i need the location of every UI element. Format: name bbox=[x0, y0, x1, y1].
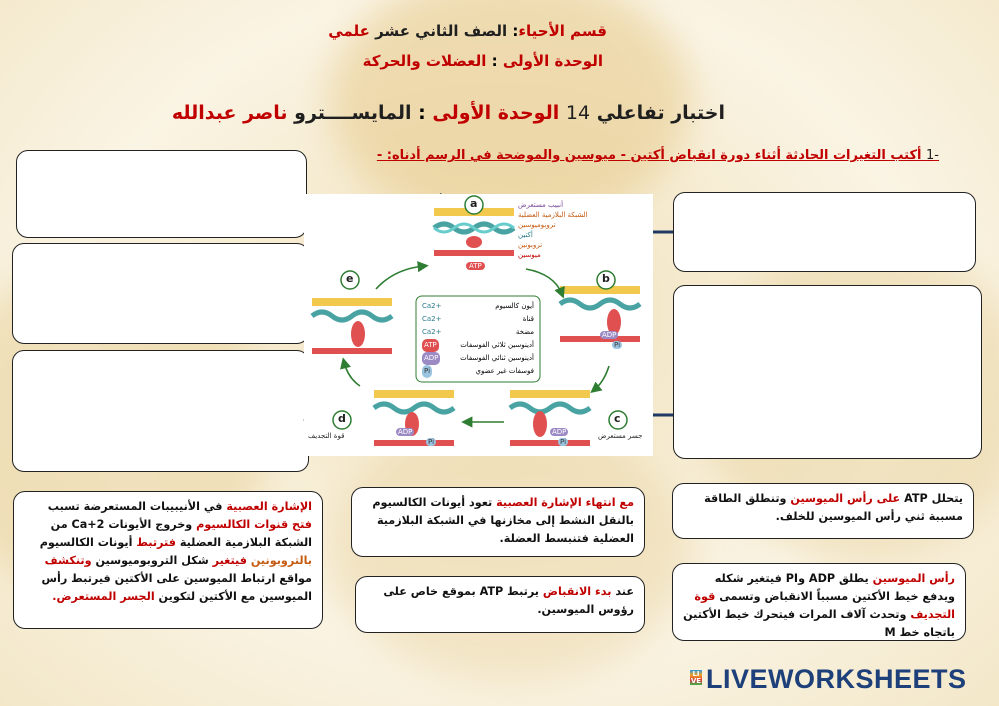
filament-d bbox=[374, 390, 454, 446]
page-title: اختبار تفاعلي 14 الوحدة الأولى : المايســــترو ناصر عبدالله bbox=[171, 102, 725, 124]
logo-text: LIVEWORKSHEETS bbox=[706, 664, 967, 694]
filament-e bbox=[312, 298, 392, 354]
label-tropomyosin: تروبوميوسين bbox=[518, 221, 556, 229]
label-troponin: تروبونين bbox=[518, 241, 543, 249]
grade-label: الصف الثاني عشر bbox=[375, 22, 508, 40]
label-actin: أكتين bbox=[518, 231, 533, 239]
answer-card-4[interactable]: يتحلل ATP على رأس الميوسين وتنطلق الطاقة مسببة ثني رأس الميوسين للخلف. bbox=[672, 483, 974, 539]
answer-card-1[interactable]: الإشارة العصبية في الأنيبيبات المستعرضة تسبب فتح قنوات الكالسيوم وخروج الأيونات Ca+2 من الشبكة البلازمية العضلية فترتبط أيونات الكالسيوم بالتروبونين فيتغير شكل التروبوميوسين وتنكشف مواقع ارتباط الميوسين على الأكتين فيرتبط رأس الميوسين مع الأكتين لتكوين الجسر المستعرض. bbox=[13, 491, 323, 629]
adp-tag-c: ADP bbox=[552, 428, 567, 436]
label-myosin: ميوسين bbox=[518, 251, 541, 259]
pi-tag-b: Pi bbox=[614, 341, 621, 349]
atp-tag-a: ATP bbox=[466, 262, 485, 270]
liveworksheets-logo bbox=[690, 664, 990, 700]
question-text: -1 أكتب التغيرات الحادثة أثناء دورة انقباض أكتين - ميوسين والموضحة في الرسم أدناه: - bbox=[376, 148, 939, 163]
label-cross-bridge: جسر مستعرض bbox=[598, 432, 643, 440]
dept-label: قسم الأحياء bbox=[518, 22, 607, 40]
header-line-1: قسم الأحياء: الصف الثاني عشر علمي bbox=[328, 22, 607, 40]
step-d-label: d bbox=[338, 412, 346, 425]
legend-row: Ca2+ مضخة bbox=[422, 328, 534, 336]
label-cross-tubule: أنبيب مستعرض bbox=[518, 201, 564, 209]
pi-tag-c: Pi bbox=[560, 438, 567, 446]
step-a-label: a bbox=[470, 197, 478, 210]
header-line-2: الوحدة الأولى : العضلات والحركة bbox=[362, 52, 603, 70]
answer-card-5[interactable]: رأس الميوسين يطلق ADP وPI فيتغير شكله ويدفع خيط الأكتين مسبباً الانقباض وتسمى قوة التجديف وتحدث آلاف المرات فيتحرك خيط الأكتين باتجاه خط M bbox=[672, 563, 966, 641]
stream-label: علمي bbox=[328, 22, 370, 40]
part-labels bbox=[518, 200, 588, 260]
adp-tag-d: ADP bbox=[398, 428, 413, 436]
unit-label: الوحدة الأولى bbox=[502, 52, 603, 70]
adp-tag-b: ADP bbox=[602, 331, 617, 339]
legend-row: Ca2+ أيون كالسيوم bbox=[422, 302, 534, 310]
logo-side-mark: LIVE bbox=[690, 670, 702, 685]
label-power-stroke: قوة التجديف bbox=[308, 432, 345, 440]
diagram-legend bbox=[422, 300, 534, 378]
step-e-label: e bbox=[346, 272, 354, 285]
answer-card-3[interactable]: عند بدء الانقباض يرتبط ATP بموقع خاص على رؤوس الميوسين. bbox=[355, 576, 645, 633]
step-c-label: c bbox=[614, 412, 621, 425]
legend-row: ATP أدينوسين ثلاثي الفوسفات bbox=[422, 339, 534, 352]
step-b-label: b bbox=[602, 272, 610, 285]
legend-row: Ca2+ قناة bbox=[422, 315, 534, 323]
topic-label: العضلات والحركة bbox=[362, 52, 487, 70]
answer-card-2[interactable]: مع انتهاء الإشارة العصبية تعود أيونات الكالسيوم بالنقل النشط إلى مخازنها في الشبكة البلازمية العضلية فتنبسط العضلة. bbox=[351, 487, 645, 557]
contraction-cycle-diagram bbox=[304, 194, 653, 456]
filament-a bbox=[434, 208, 514, 256]
label-sr: الشبكة البلازمية العضلية bbox=[518, 211, 588, 219]
filament-c bbox=[510, 390, 590, 446]
pi-tag-d: Pi bbox=[428, 438, 435, 446]
legend-row: Pi فوسفات غير عضوي bbox=[422, 365, 534, 378]
legend-row: ADP أدينوسين ثنائي الفوسفات bbox=[422, 352, 534, 365]
